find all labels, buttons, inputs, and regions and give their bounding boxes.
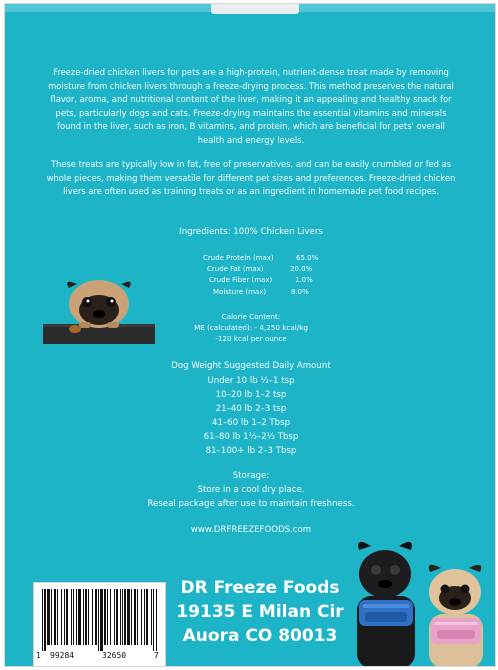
feeding-row: 21–40 lb 2–3 tsp <box>215 404 287 414</box>
analysis-value: 65.0% <box>296 254 319 262</box>
pug-peeking-image <box>43 274 155 344</box>
description-paragraph-1: Freeze-dried chicken livers for pets are a high-protein, nutrient-dense treat made by removing moisture from chicken livers through a freeze-drying process. This method preserves the natural flavor, aroma, and nutritional content of the liver, making it an appealing and healthy snack for pets, particularly dogs and cats. Freeze-drying maintains the essential vitamins and minerals found in the liver, such as iron, B vitamins, and protein, which are beneficial for pets' overall health and energy levels. <box>48 67 454 145</box>
calorie-line-2: -120 kcal per ounce <box>215 334 287 343</box>
feeding-row: 81–100+ lb 2–3 Tbsp <box>205 446 297 456</box>
storage-line-2: Reseal package after use to maintain freshness. <box>147 499 355 509</box>
analysis-value: 1.0% <box>295 276 313 284</box>
top-notch <box>211 4 299 14</box>
description-paragraph-2: These treats are typically low in fat, free of preservatives, and can be easily crumbled or fed as whole pieces, making them versatile for different pet sizes and preferences. Freeze-dried chicken livers are often used as training treats or as an ingredient in homemade pet food recipes. <box>46 159 456 196</box>
analysis-value: 20.0% <box>290 265 313 273</box>
calorie-line-1: ME (calculated): - 4,250 kcal/kg <box>194 323 308 332</box>
feeding-heading: Dog Weight Suggested Daily Amount <box>171 361 331 371</box>
brand-name: DR Freeze Foods <box>180 578 340 598</box>
brand-street-address: 19135 E Milan Cir <box>176 602 344 622</box>
feeding-row: Under 10 lb ½–1 tsp <box>207 376 295 386</box>
barcode-digit-right: 7 <box>154 651 159 660</box>
feeding-row: 61–80 lb 1½–2½ Tbsp <box>203 432 299 442</box>
analysis-label: Crude Fiber (max) <box>209 276 273 284</box>
brand-city-address: Auora CO 80013 <box>182 626 338 646</box>
ingredients-line: Ingredients: 100% Chicken Livers <box>179 227 323 237</box>
feeding-row: 41–60 lb 1–2 Tbsp <box>211 418 291 428</box>
analysis-label: Moisture (max) <box>213 288 267 296</box>
storage-line-1: Store in a cool dry place. <box>197 485 305 495</box>
upc-barcode <box>33 582 166 667</box>
analysis-label: Crude Fat (max) <box>207 265 264 273</box>
analysis-label: Crude Protein (max) <box>203 254 274 262</box>
feeding-row: 10–20 lb 1–2 tsp <box>215 390 287 400</box>
barcode-digit-left: 1 <box>36 651 41 660</box>
product-label-panel <box>4 3 496 667</box>
website-url: www.DRFREEZEFOODS.com <box>190 525 312 535</box>
analysis-value: 8.0% <box>291 288 309 296</box>
calorie-heading: Calorie Content: <box>221 312 281 321</box>
barcode-group-2: 32650 <box>102 651 127 660</box>
barcode-group-1: 99284 <box>50 651 75 660</box>
storage-heading: Storage: <box>232 471 270 481</box>
barcode-bars <box>40 589 159 651</box>
